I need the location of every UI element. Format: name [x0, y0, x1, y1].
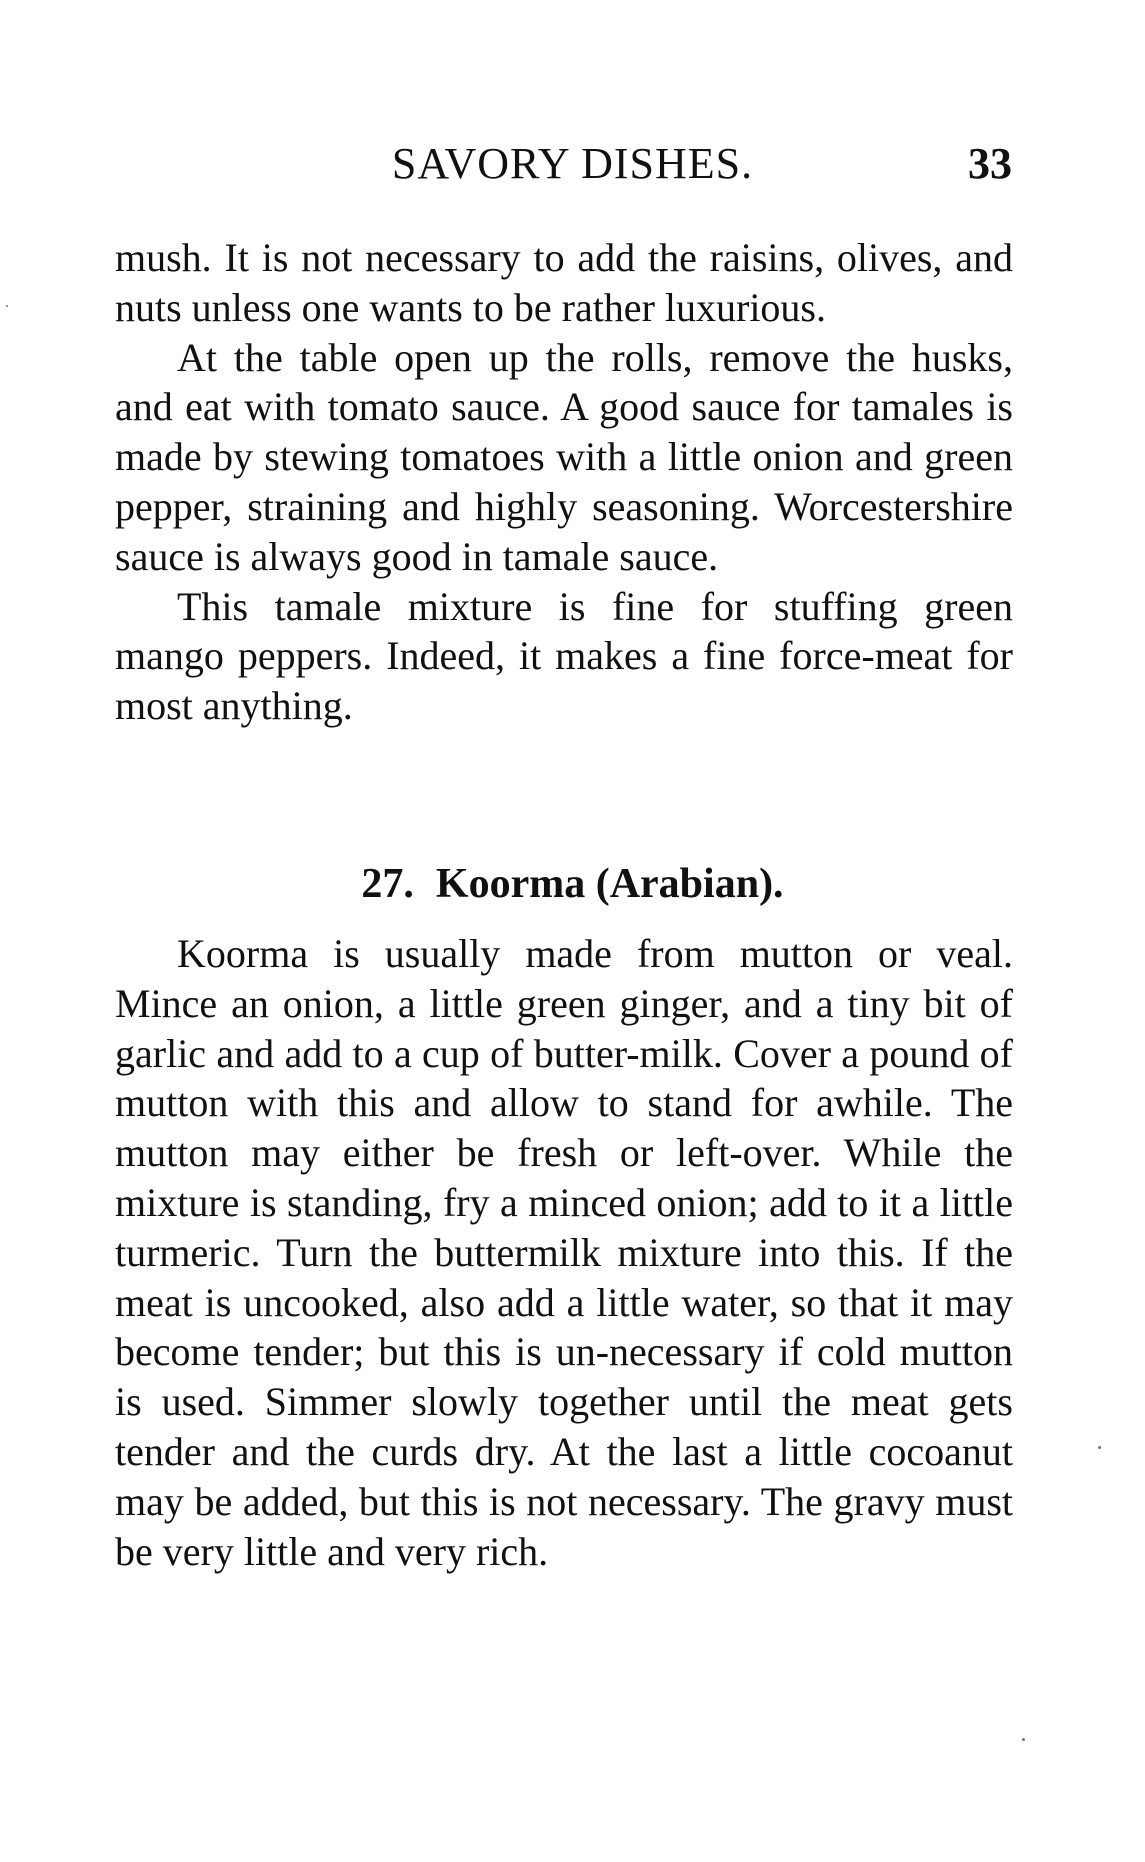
paper-speck — [1022, 1738, 1025, 1741]
paper-speck — [6, 305, 8, 307]
recipe-heading — [0, 860, 1145, 908]
running-head — [0, 138, 1145, 198]
page-number: 33 — [968, 139, 1012, 188]
recipe-number: 27. — [361, 861, 414, 907]
running-title: SAVORY DISHES. — [391, 139, 754, 188]
recipe-body — [115, 929, 1013, 1576]
recipe-title: Koorma (Arabian). — [435, 861, 784, 907]
paper-speck — [1098, 1446, 1101, 1449]
previous-recipe-text — [115, 233, 1013, 731]
recipe-paragraph: Koorma is usually made from mutton or veal. Mince an onion, a little green ginger, and a tiny bit of garlic and add to a cup of butter-milk. Cover a pound of mutton with this and allow to stand for awhile. The mutton may either be fresh or left-over. While the mixture is standing, fry a minced onion; add to it a little turmeric. Turn the buttermilk mixture into this. If the meat is uncooked, also add a little water, so that it may become tender; but this is un-necessary if cold mutton is used. Simmer slowly together until the meat gets tender and the curds dry. At the last a little cocoanut may be added, but this is not necessary. The gravy must be very little and very rich. — [115, 931, 1013, 1574]
paragraph-serving: At the table open up the rolls, remove the husks, and eat with tomato sauce. A good sauce for tamales is made by stewing tomatoes with a little onion and green pepper, straining and highly seasoning. Worcestershire sauce is always good in tamale sauce. — [115, 334, 1013, 579]
paragraph-stuffing: This tamale mixture is fine for stuffing green mango peppers. Indeed, it makes a fine force-meat for most anything. — [115, 583, 1013, 729]
paragraph-continuation: mush. It is not necessary to add the raisins, olives, and nuts unless one wants to be rather luxurious. — [115, 235, 1013, 330]
